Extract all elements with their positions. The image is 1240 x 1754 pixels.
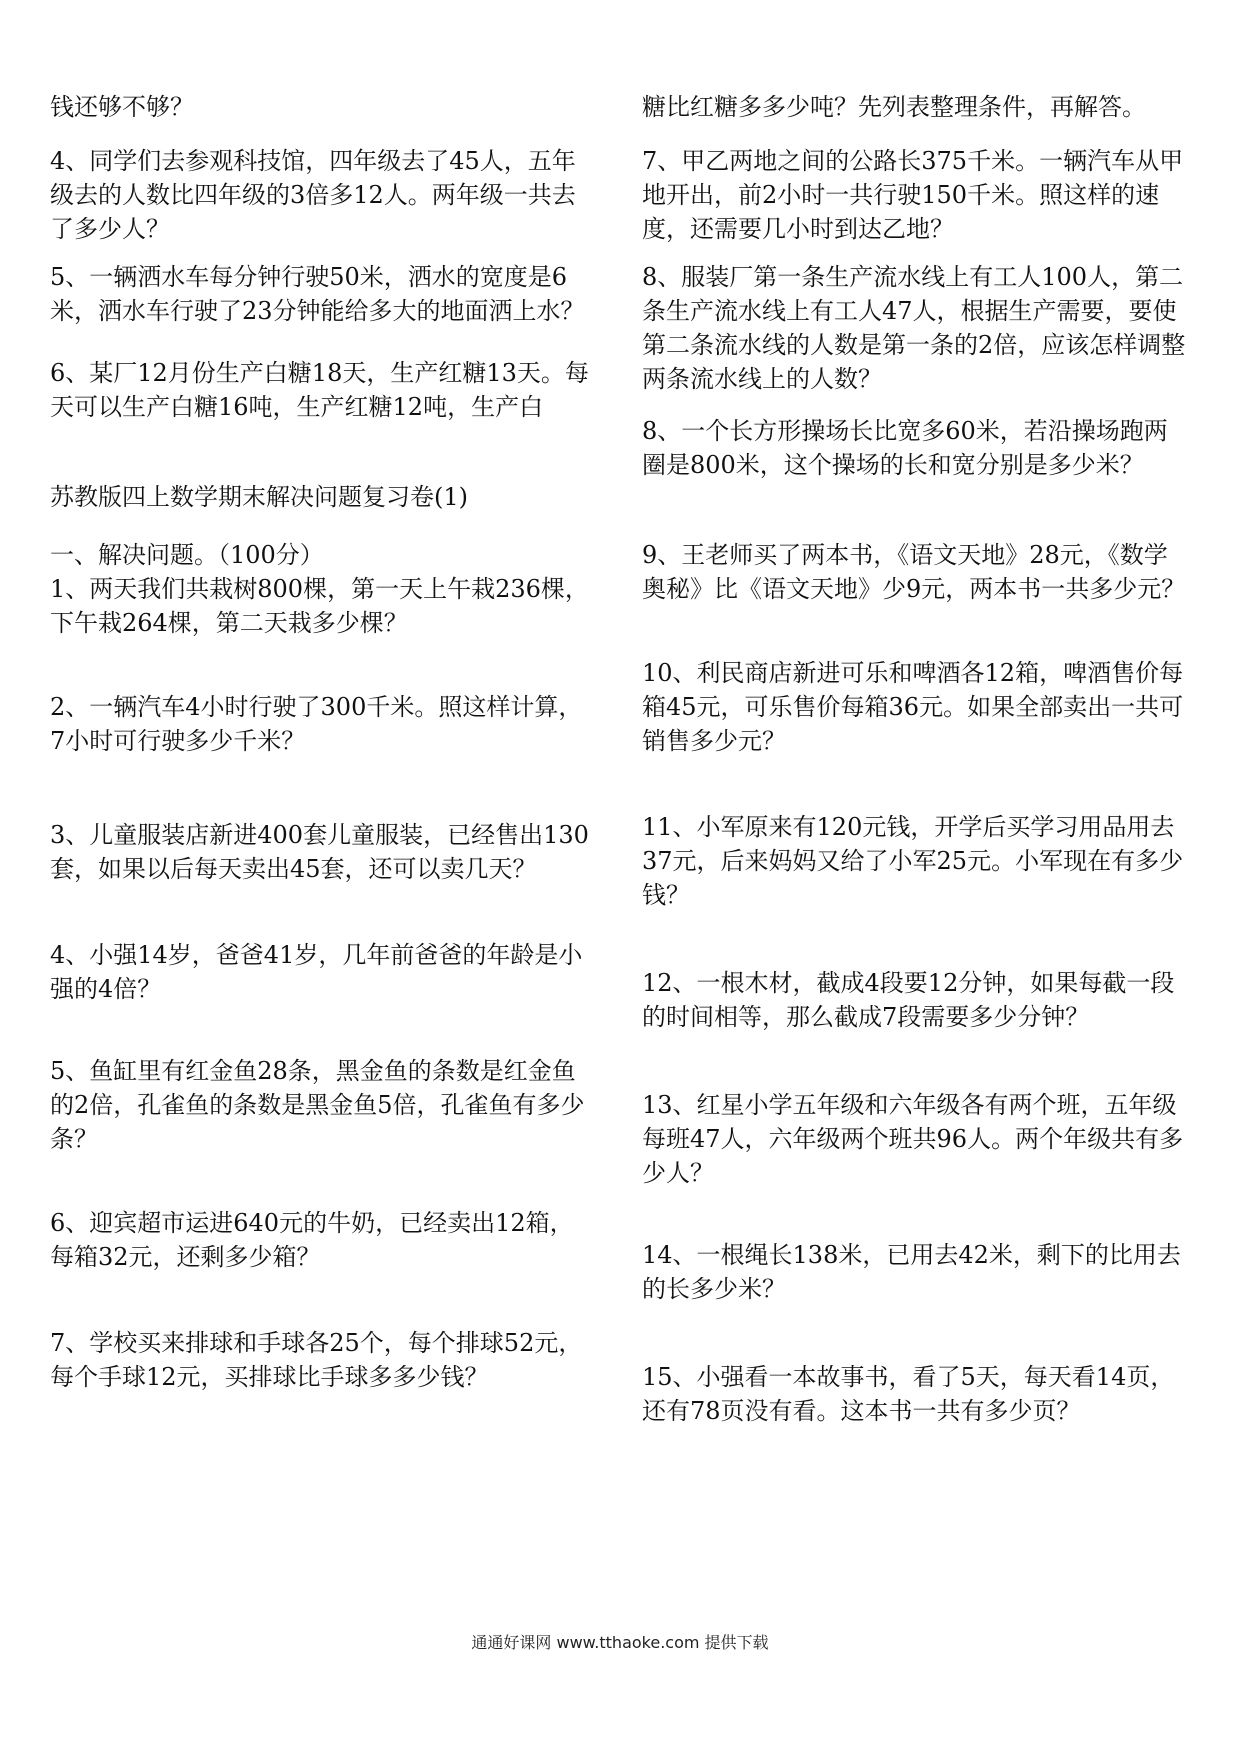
section-heading: 一、解决问题。（100分）: [50, 541, 324, 569]
prev-question-7: 7、甲乙两地之间的公路长375千米。一辆汽车从甲地开出，前2小时一共行驶150千米。照这样的速度，还需要几小时到达乙地？: [642, 147, 1184, 243]
question-1: 1、两天我们共栽树800棵，第一天上午栽236棵，下午栽264棵，第二天栽多少棵？: [50, 575, 589, 637]
prev-continuation-left: 钱还够不够？: [50, 93, 194, 121]
question-12: 12、一根木材，截成4段要12分钟，如果每截一段的时间相等，那么截成7段需要多少分钟？: [642, 969, 1175, 1031]
question-13: 13、红星小学五年级和六年级各有两个班，五年级每班47人，六年级两个班共96人。两个年级共有多少人？: [642, 1091, 1184, 1187]
prev-question-4: 4、同学们去参观科技馆，四年级去了45人，五年级去的人数比四年级的3倍多12人。两年级一共去了多少人？: [50, 147, 576, 243]
question-11: 11、小军原来有120元钱，开学后买学习用品用去37元，后来妈妈又给了小军25元。小军现在有多少钱？: [642, 813, 1184, 909]
prev-question-6: 6、某厂12月份生产白糖18天，生产红糖13天。每天可以生产白糖16吨，生产红糖12吨，生产白: [50, 359, 589, 421]
worksheet-title: 苏教版四上数学期末解决问题复习卷(1): [50, 483, 468, 511]
question-4: 4、小强14岁，爸爸41岁，几年前爸爸的年龄是小强的4倍？: [50, 941, 583, 1003]
question-10: 10、利民商店新进可乐和啤酒各12箱，啤酒售价每箱45元，可乐售价每箱36元。如果全部卖出一共可销售多少元？: [642, 659, 1184, 755]
prev-question-5: 5、一辆洒水车每分钟行驶50米，洒水的宽度是6米，洒水车行驶了23分钟能给多大的地面洒上水？: [50, 263, 585, 325]
question-7: 7、学校买来排球和手球各25个，每个排球52元，每个手球12元，买排球比手球多多少钱？: [50, 1329, 583, 1391]
prev-continuation-right: 糖比红糖多多少吨？先列表整理条件，再解答。: [642, 93, 1146, 121]
prev-question-8b: 8、一个长方形操场长比宽多60米，若沿操场跑两圈是800米，这个操场的长和宽分别是多少米？: [642, 417, 1168, 479]
question-5: 5、鱼缸里有红金鱼28条，黑金鱼的条数是红金鱼的2倍，孔雀鱼的条数是黑金鱼5倍，孔雀鱼有多少条？: [50, 1057, 585, 1153]
question-2: 2、一辆汽车4小时行驶了300千米。照这样计算，7小时可行驶多少千米？: [50, 693, 583, 755]
question-3: 3、儿童服装店新进400套儿童服装，已经售出130套，如果以后每天卖出45套，还可以卖几天？: [50, 821, 589, 883]
question-6: 6、迎宾超市运进640元的牛奶，已经卖出12箱，每箱32元，还剩多少箱？: [50, 1209, 574, 1271]
prev-question-8a: 8、服装厂第一条生产流水线上有工人100人，第二条生产流水线上有工人47人，根据生产需要，要使第二条流水线的人数是第一条的2倍，应该怎样调整两条流水线上的人数？: [642, 263, 1186, 393]
footer-download-note: 通通好课网 www.tthaoke.com 提供下载: [471, 1633, 769, 1652]
question-15: 15、小强看一本故事书，看了5天，每天看14页，还有78页没有看。这本书一共有多少页？: [642, 1363, 1175, 1425]
question-14: 14、一根绳长138米，已用去42米，剩下的比用去的长多少米？: [642, 1241, 1181, 1303]
question-9: 9、王老师买了两本书，《语文天地》28元，《数学奥秘》比《语文天地》少9元，两本书一共多少元？: [642, 541, 1186, 603]
